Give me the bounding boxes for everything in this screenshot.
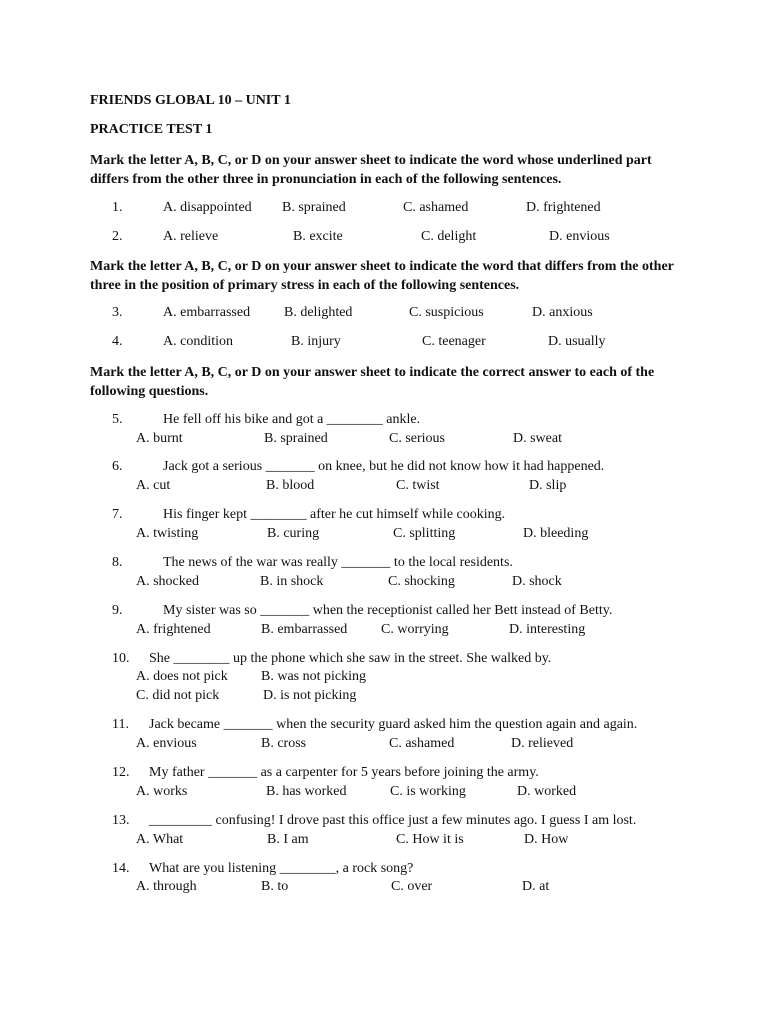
option-c: C. delight — [421, 229, 477, 244]
section-1-instruction: Mark the letter A, B, C, or D on your answer sheet to indicate the word whose underlined part differs from the other three in pronunciation in each of the following sentences. — [90, 153, 652, 187]
option-c: C. serious — [389, 431, 445, 446]
question-number: 14. — [112, 861, 130, 876]
option-c: C. splitting — [393, 526, 456, 541]
option-c: C. is working — [390, 784, 466, 799]
question-number: 9. — [112, 603, 123, 618]
option-a: A. condition — [163, 334, 233, 349]
option-c: C. ashamed — [403, 200, 469, 215]
option-d: D. slip — [529, 478, 567, 493]
question-stem: The news of the war was really _______ to the local residents. — [163, 555, 513, 570]
question-number: 8. — [112, 555, 123, 570]
option-b: B. in shock — [260, 574, 324, 589]
option-a: A. twisting — [136, 526, 199, 541]
option-b: B. was not picking — [261, 669, 366, 684]
option-c: C. ashamed — [389, 736, 455, 751]
option-b: B. blood — [266, 478, 315, 493]
option-a: A. cut — [136, 478, 171, 493]
option-d: D. bleeding — [523, 526, 589, 541]
option-b: B. sprained — [264, 431, 328, 446]
question-number: 7. — [112, 507, 123, 522]
section-2-instruction: Mark the letter A, B, C, or D on your answer sheet to indicate the word that differs from the other three in the position of primary stress in each of the following sentences. — [90, 259, 674, 293]
option-d: D. at — [522, 879, 550, 894]
option-d: D. interesting — [509, 622, 586, 637]
question-number: 13. — [112, 813, 130, 828]
question-number: 10. — [112, 651, 130, 666]
question-number: 1. — [112, 200, 123, 215]
option-d: D. shock — [512, 574, 562, 589]
option-b: B. has worked — [266, 784, 347, 799]
option-d: D. anxious — [532, 305, 593, 320]
question-stem: His finger kept ________ after he cut himself while cooking. — [163, 507, 506, 522]
question-stem: Jack got a serious _______ on knee, but he did not know how it had happened. — [163, 459, 605, 474]
question-stem: She ________ up the phone which she saw in the street. She walked by. — [149, 651, 552, 666]
question-number: 6. — [112, 459, 123, 474]
option-b: B. delighted — [284, 305, 353, 320]
option-b: B. embarrassed — [261, 622, 348, 637]
option-d: D. envious — [549, 229, 610, 244]
question-number: 3. — [112, 305, 123, 320]
option-c: C. shocking — [388, 574, 455, 589]
section-3-instruction: Mark the letter A, B, C, or D on your answer sheet to indicate the correct answer to each of the following questions. — [90, 365, 655, 399]
question-stem: He fell off his bike and got a ________ ankle. — [163, 412, 421, 427]
question-number: 4. — [112, 334, 123, 349]
option-b: B. I am — [267, 832, 309, 847]
option-a: A. works — [136, 784, 188, 799]
question-number: 2. — [112, 229, 123, 244]
question-number: 5. — [112, 412, 123, 427]
option-d: D. sweat — [513, 431, 562, 446]
option-a: A. envious — [136, 736, 197, 751]
option-d: D. relieved — [511, 736, 574, 751]
option-c: C. twist — [396, 478, 440, 493]
option-c: C. over — [391, 879, 433, 894]
question-stem: What are you listening ________, a rock song? — [149, 861, 414, 876]
option-d: D. How — [524, 832, 569, 847]
question-number: 11. — [112, 717, 129, 732]
option-b: B. curing — [267, 526, 320, 541]
option-a: A. through — [136, 879, 197, 894]
option-c: C. How it is — [396, 832, 464, 847]
question-stem: _________ confusing! I drove past this office just a few minutes ago. I guess I am lost. — [149, 813, 637, 828]
document-title: FRIENDS GLOBAL 10 – UNIT 1 — [90, 93, 291, 108]
option-a: A. disappointed — [163, 200, 252, 215]
option-a: A. frightened — [136, 622, 211, 637]
option-c: C. suspicious — [409, 305, 484, 320]
document-subtitle: PRACTICE TEST 1 — [90, 122, 213, 137]
option-b: B. injury — [291, 334, 341, 349]
option-a: A. What — [136, 832, 184, 847]
option-c: C. teenager — [422, 334, 486, 349]
option-d: D. worked — [517, 784, 577, 799]
option-a: A. does not pick — [136, 669, 228, 684]
question-stem: Jack became _______ when the security guard asked him the question again and again. — [149, 717, 638, 732]
option-a: A. embarrassed — [163, 305, 251, 320]
option-a: A. relieve — [163, 229, 219, 244]
option-c: C. did not pick — [136, 688, 220, 703]
option-d: D. is not picking — [263, 688, 357, 703]
option-c: C. worrying — [381, 622, 449, 637]
option-b: B. sprained — [282, 200, 346, 215]
question-number: 12. — [112, 765, 130, 780]
option-d: D. frightened — [526, 200, 601, 215]
option-b: B. excite — [293, 229, 343, 244]
question-stem: My father _______ as a carpenter for 5 years before joining the army. — [149, 765, 539, 780]
option-a: A. shocked — [136, 574, 199, 589]
option-b: B. to — [261, 879, 289, 894]
option-a: A. burnt — [136, 431, 183, 446]
option-d: D. usually — [548, 334, 606, 349]
option-b: B. cross — [261, 736, 307, 751]
question-stem: My sister was so _______ when the receptionist called her Bett instead of Betty. — [163, 603, 613, 618]
